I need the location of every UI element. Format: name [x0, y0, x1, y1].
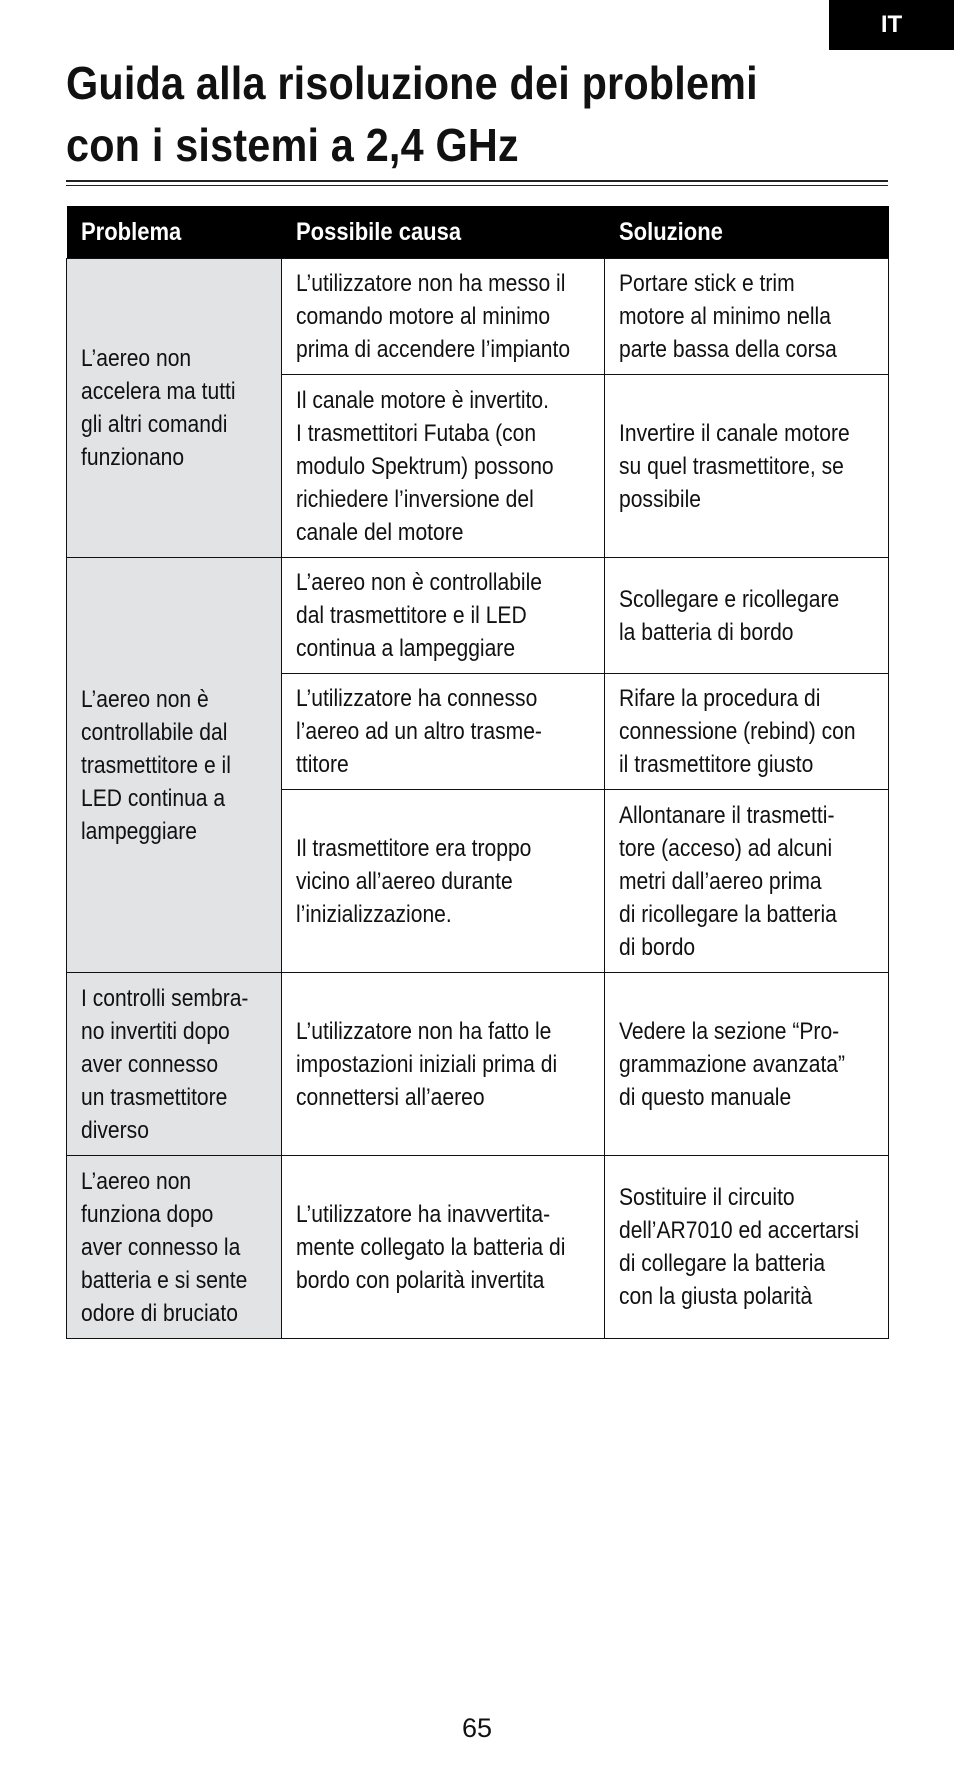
cause-cell: L’aereo non è controllabile dal trasmettitore e il LED continua a lampeggiare — [282, 558, 605, 674]
title-rule — [66, 180, 888, 182]
table-row — [67, 973, 889, 1156]
table-row — [67, 558, 889, 674]
cause-cell: Il trasmettitore era troppo vicino all’aereo durante l’inizializzazione. — [282, 790, 605, 973]
solution-cell: Vedere la sezione “Pro- grammazione avanzata” di questo manuale — [605, 973, 889, 1156]
solution-cell: Sostituire il circuito dell’AR7010 ed accertarsi di collegare la batteria con la giusta polarità — [605, 1156, 889, 1339]
problem-cell: L’aereo non accelera ma tutti gli altri comandi funzionano — [67, 259, 282, 558]
solution-cell: Scollegare e ricollegare la batteria di bordo — [605, 558, 889, 674]
problem-cell: L’aereo non funziona dopo aver connesso la batteria e si sente odore di bruciato — [67, 1156, 282, 1339]
table-header-row — [67, 206, 889, 259]
cause-cell: L’utilizzatore ha inavvertita- mente collegato la batteria di bordo con polarità invertita — [282, 1156, 605, 1339]
troubleshooting-table — [66, 206, 889, 1339]
page-number: 65 — [461, 1713, 493, 1743]
header-cause: Possibile causa — [282, 206, 605, 259]
title-rule-thin — [66, 185, 888, 186]
cause-cell: L’utilizzatore non ha fatto le impostazioni iniziali prima di connettersi all’aereo — [282, 973, 605, 1156]
solution-cell: Rifare la procedura di connessione (rebind) con il trasmettitore giusto — [605, 674, 889, 790]
cause-cell: L’utilizzatore ha connesso l’aereo ad un altro trasme- ttitore — [282, 674, 605, 790]
cause-cell: L’utilizzatore non ha messo il comando motore al minimo prima di accendere l’impianto — [282, 259, 605, 375]
table-row — [67, 1156, 889, 1339]
language-tab: IT — [829, 0, 954, 50]
header-solution: Soluzione — [605, 206, 889, 259]
solution-cell: Portare stick e trim motore al minimo nella parte bassa della corsa — [605, 259, 889, 375]
solution-cell: Invertire il canale motore su quel trasmettitore, se possibile — [605, 375, 889, 558]
problem-cell: L’aereo non è controllabile dal trasmettitore e il LED continua a lampeggiare — [67, 558, 282, 973]
table-row — [67, 259, 889, 375]
solution-cell: Allontanare il trasmetti- tore (acceso) ad alcuni metri dall’aereo prima di ricollegare la batteria di bordo — [605, 790, 889, 973]
problem-cell: I controlli sembra- no invertiti dopo aver connesso un trasmettitore diverso — [67, 973, 282, 1156]
cause-cell: Il canale motore è invertito. I trasmettitori Futaba (con modulo Spektrum) possono richiedere l’inversione del canale del motore — [282, 375, 605, 558]
page-title: Guida alla risoluzione dei problemi con i sistemi a 2,4 GHz — [66, 57, 758, 171]
header-problem: Problema — [67, 206, 282, 259]
